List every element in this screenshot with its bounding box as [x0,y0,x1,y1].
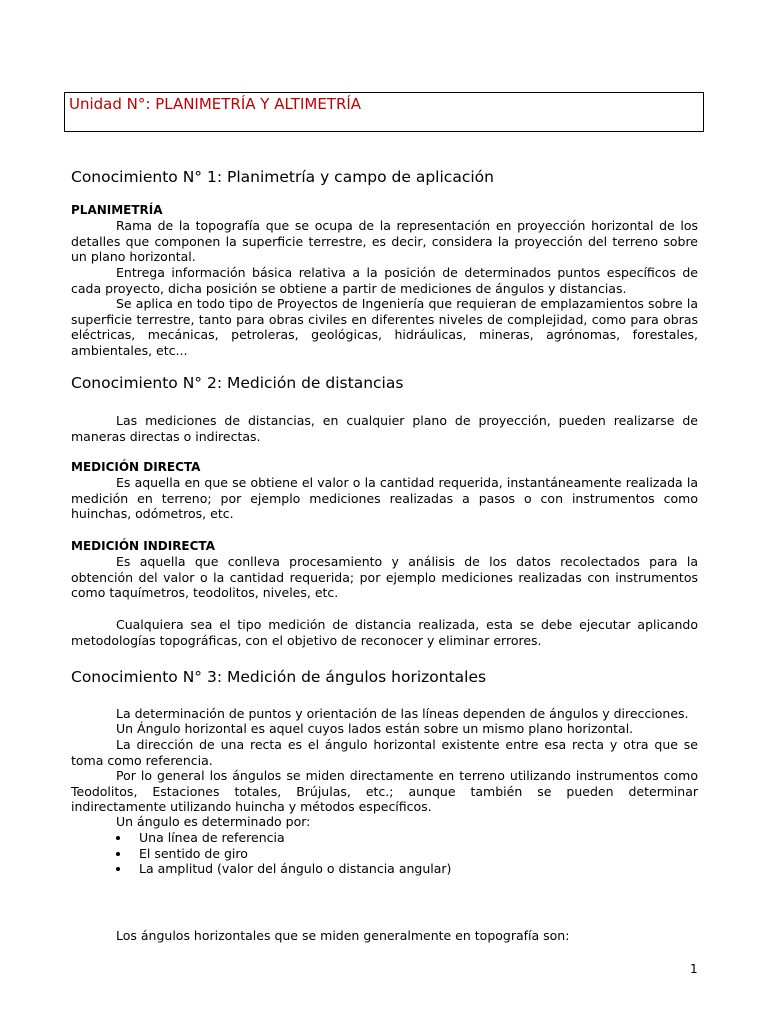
section-2-closing: Cualquiera sea el tipo medición de distancia realizada, esta se debe ejecutar aplicando metodologías topográficas, con el objetivo de reconocer y eliminar errores. [71,617,698,648]
bullet-icon [116,867,120,871]
indirect-measurement-text: Es aquella que conlleva procesamiento y análisis de los datos recolectados para la obtención del valor o la cantidad requerida; por ejemplo mediciones realizadas con instrumentos como taquímetros, teodolitos, niveles, etc. [71,554,698,600]
indirect-measurement-subheading: MEDICIÓN INDIRECTA [71,539,215,553]
section-1-paragraph-3: Se aplica en todo tipo de Proyectos de Ingeniería que requieran de emplazamientos sobre la superficie terrestre, tanto para obras civiles en diferentes niveles de complejidad, como para obras eléctricas, mecánicas, petroleras, geológicas, hidráulicas, mineras, agrónomas, forestales, ambientales, etc... [71,296,698,358]
planimetria-subheading: PLANIMETRÍA [71,203,163,217]
direct-measurement-subheading: MEDICIÓN DIRECTA [71,460,201,474]
list-item: El sentido de giro [116,846,451,862]
page-number: 1 [690,962,698,976]
section-3-determined-by: Un ángulo es determinado por: [116,814,311,829]
unit-title: Unidad N°: PLANIMETRÍA Y ALTIMETRÍA [69,95,362,113]
section-2-intro: Las mediciones de distancias, en cualquier plano de proyección, pueden realizarse de maneras directas o indirectas. [71,413,698,444]
section-2-heading: Conocimiento N° 2: Medición de distancias [71,374,404,392]
direct-measurement-text: Es aquella en que se obtiene el valor o la cantidad requerida, instantáneamente realizada la medición en terreno; por ejemplo mediciones realizadas a pasos o con instrumentos como huinchas, odómetros, etc. [71,475,698,521]
list-item: Una línea de referencia [116,830,451,846]
list-item: La amplitud (valor del ángulo o distancia angular) [116,861,451,877]
section-1-paragraph-1: Rama de la topografía que se ocupa de la representación en proyección horizontal de los detalles que componen la superficie terrestre, es decir, considera la proyección del terreno sobre un plano horizontal. [71,218,698,264]
section-3-line-2: Un Ángulo horizontal es aquel cuyos lados están sobre un mismo plano horizontal. [116,721,634,736]
section-1-paragraph-2: Entrega información básica relativa a la posición de determinados puntos específicos de cada proyecto, dicha posición se obtiene a partir de mediciones de ángulos y distancias. [71,265,698,296]
unit-title-box [64,92,704,132]
section-3-measure-paragraph: Por lo general los ángulos se miden directamente en terreno utilizando instrumentos como Teodolitos, Estaciones totales, Brújulas, etc.; aunque también se pueden determinar indirectamente utilizando huincha y métodos específicos. [71,768,698,814]
angle-elements-list [116,830,451,877]
bullet-icon [116,836,120,840]
bullet-icon [116,852,120,856]
section-1-heading: Conocimiento N° 1: Planimetría y campo de aplicación [71,168,494,186]
section-3-direction-paragraph: La dirección de una recta es el ángulo horizontal existente entre esa recta y otra que se toma como referencia. [71,737,698,768]
section-3-closing: Los ángulos horizontales que se miden generalmente en topografía son: [116,928,570,943]
section-3-heading: Conocimiento N° 3: Medición de ángulos horizontales [71,668,487,686]
section-3-line-1: La determinación de puntos y orientación de las líneas dependen de ángulos y direcciones. [116,706,689,721]
